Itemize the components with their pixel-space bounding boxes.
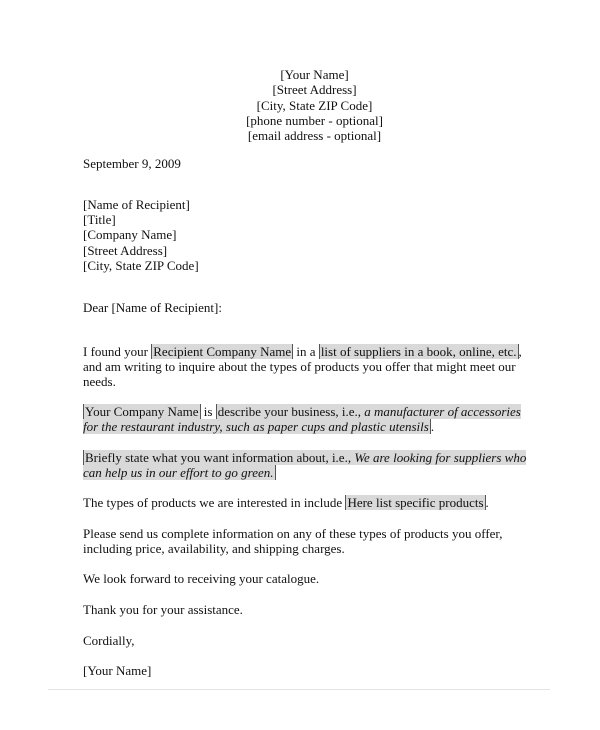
salutation: Dear [Name of Recipient]: — [83, 300, 222, 315]
sender-address-block — [200, 67, 429, 143]
paragraph-catalogue: We look forward to receiving your catalogue. — [83, 571, 320, 586]
sender-phone: [phone number - optional] — [246, 112, 383, 128]
closing: Cordially, — [83, 633, 135, 648]
recipient-city: [City, State ZIP Code] — [83, 257, 199, 273]
text: . — [430, 419, 435, 435]
placeholder-source: list of suppliers in a book, online, etc. — [320, 344, 517, 359]
paragraph-products — [83, 495, 533, 510]
example-text: We are looking for suppliers who can help us in our effort to go green. — [83, 450, 527, 481]
placeholder-your-company: Your Company Name — [85, 404, 199, 419]
text: . — [485, 495, 489, 510]
recipient-title: [Title] — [83, 212, 116, 228]
text: is — [200, 404, 216, 419]
sender-name: [Your Name] — [280, 67, 349, 82]
letter-date: September 9, 2009 — [83, 156, 181, 171]
text: , and am writing to inquire about the types of products you offer that might meet our needs. — [83, 344, 522, 390]
paragraph-thanks: Thank you for your assistance. — [83, 602, 243, 617]
paragraph-request: Please send us complete information on any of these types of products you offer, including price, availability, and shipping charges. — [83, 526, 503, 557]
text: I found your — [83, 344, 152, 359]
text: in a — [293, 344, 319, 359]
example-text: a manufacturer of accessories for the restaurant industry, such as paper cups and plastic utensils — [83, 404, 521, 435]
paragraph-intro — [83, 344, 533, 390]
signature-name: [Your Name] — [83, 663, 152, 678]
paragraph-purpose — [83, 450, 533, 480]
placeholder-products: Here list specific products — [347, 495, 484, 510]
recipient-name: [Name of Recipient] — [83, 197, 190, 212]
recipient-address-block — [83, 197, 199, 273]
placeholder-purpose — [83, 450, 526, 480]
text: describe your business, i.e., — [217, 404, 365, 419]
recipient-company: [Company Name] — [83, 227, 177, 243]
sender-street: [Street Address] — [272, 82, 357, 98]
placeholder-recipient-company: Recipient Company Name — [153, 344, 292, 359]
paragraph-company — [83, 404, 533, 434]
recipient-street: [Street Address] — [83, 242, 168, 258]
sender-city: [City, State ZIP Code] — [256, 97, 373, 113]
text: The types of products we are interested in include — [83, 495, 346, 510]
page-divider — [48, 689, 550, 690]
sender-email: [email address - optional] — [247, 128, 382, 144]
text: Briefly state what you want information about, i.e., — [85, 450, 355, 465]
